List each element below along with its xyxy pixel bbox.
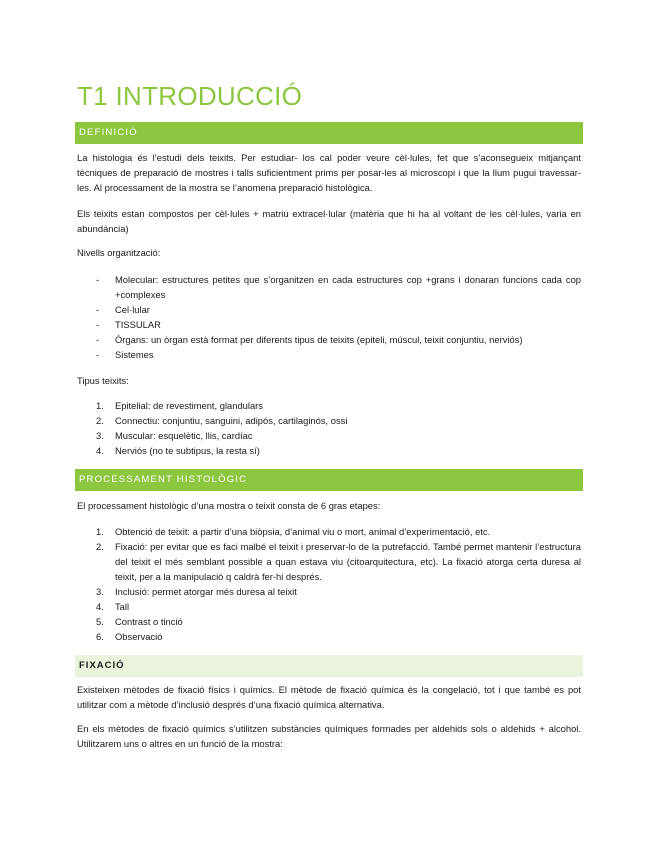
list-item-nivell-1: Molecular: estructures petites que s’organitzen en cada estructures cop +grans i donaran funcions cada cop +complexes <box>115 274 581 300</box>
paragraph-definicio-1: La histologia és l’estudi dels teixits. Per estudiar- los cal poder veure cèl·lules, fet que s’aconsegueix mitjançant tècniques de preparació de mostres i talls suficientment prims per posar-les al microscopi i que la llum pugui travessar-les. Al processament de la mostra se l’anomena preparació histològica. <box>77 152 581 193</box>
paragraph-fixacio-2: En els mètodes de fixació químics s’utilitzen substàncies químiques formades per aldehids sols o aldehids + alcohol. Utilitzarem uns o altres en un funció de la mostra: <box>77 723 581 749</box>
list-bullet: - <box>96 349 100 360</box>
list-bullet: - <box>96 274 100 285</box>
tipus-label: Tipus teixits: <box>77 375 129 386</box>
list-number: 3. <box>96 586 104 597</box>
list-item-etapa-6: Observació <box>115 631 163 642</box>
paragraph-processament-intro: El processament histològic d’una mostra o teixit consta de 6 gras etapes: <box>77 500 381 511</box>
list-number: 2. <box>96 415 104 426</box>
section-header-fixacio: FIXACIÓ <box>75 655 583 677</box>
list-number: 4. <box>96 445 104 456</box>
list-bullet: - <box>96 334 100 345</box>
list-item-nivell-3: TISSULAR <box>115 319 161 330</box>
list-number: 4. <box>96 601 104 612</box>
section-header-definicio: DEFINICIÓ <box>75 122 583 144</box>
list-item-nivell-4: Òrgans: un òrgan està format per diferents tipus de teixits (epiteli, múscul, teixit conjuntiu, nerviós) <box>115 334 523 345</box>
list-item-etapa-3: Inclusió: permet atorgar més duresa al teixit <box>115 586 297 597</box>
list-item-etapa-4: Tall <box>115 601 130 612</box>
list-item-etapa-1: Obtenció de teixit: a partir d’una biòpsia, d’animal viu o mort, animal d’experimentació, etc. <box>115 526 491 537</box>
paragraph-fixacio-1: Existeixen mètodes de fixació físics i químics. El mètode de fixació química és la congelació, tot i que també es pot utilitzar com a mètode d’inclusió després d’una fixació química alternativa. <box>77 684 581 710</box>
list-item-etapa-5: Contrast o tinció <box>115 616 183 627</box>
paragraph-definicio-2: Els teixits estan compostos per cèl·lules + matriu extracel·lular (matèria que hi ha al voltant de les cèl·lules, varia en abundància) <box>77 208 581 234</box>
list-item-tipus-3: Muscular: esquelètic, llis, cardíac <box>115 430 253 441</box>
list-number: 2. <box>96 541 104 552</box>
list-item-nivell-5: Sistemes <box>115 349 154 360</box>
list-bullet: - <box>96 319 100 330</box>
page-title: T1 INTRODUCCIÓ <box>77 81 303 111</box>
list-number: 1. <box>96 526 104 537</box>
list-number: 6. <box>96 631 104 642</box>
list-number: 1. <box>96 400 104 411</box>
list-item-nivell-2: Cel·lular <box>115 304 150 315</box>
list-item-tipus-4: Nerviós (no te subtipus, la resta sí) <box>115 445 260 456</box>
nivells-label: Nivells organització: <box>77 247 161 258</box>
list-number: 5. <box>96 616 104 627</box>
list-bullet: - <box>96 304 100 315</box>
list-item-tipus-1: Epitelial: de revestiment, glandulars <box>115 400 263 411</box>
list-number: 3. <box>96 430 104 441</box>
list-item-etapa-2: Fixació: per evitar que es faci malbé el teixit i preservar-lo de la putrefacció. També permet mantenir l’estructura del teixit el més semblant possible a quan estava viu (citoarquitectura, etc). La fixació atorga certa duresa al teixit, per a la manipulació q caldrà fer-hi després. <box>115 541 581 582</box>
section-header-processament: PROCESSAMENT HISTOLÒGIC <box>75 469 583 491</box>
list-item-tipus-2: Connectiu: conjuntiu, sanguini, adipós, cartilaginós, ossi <box>115 415 348 426</box>
